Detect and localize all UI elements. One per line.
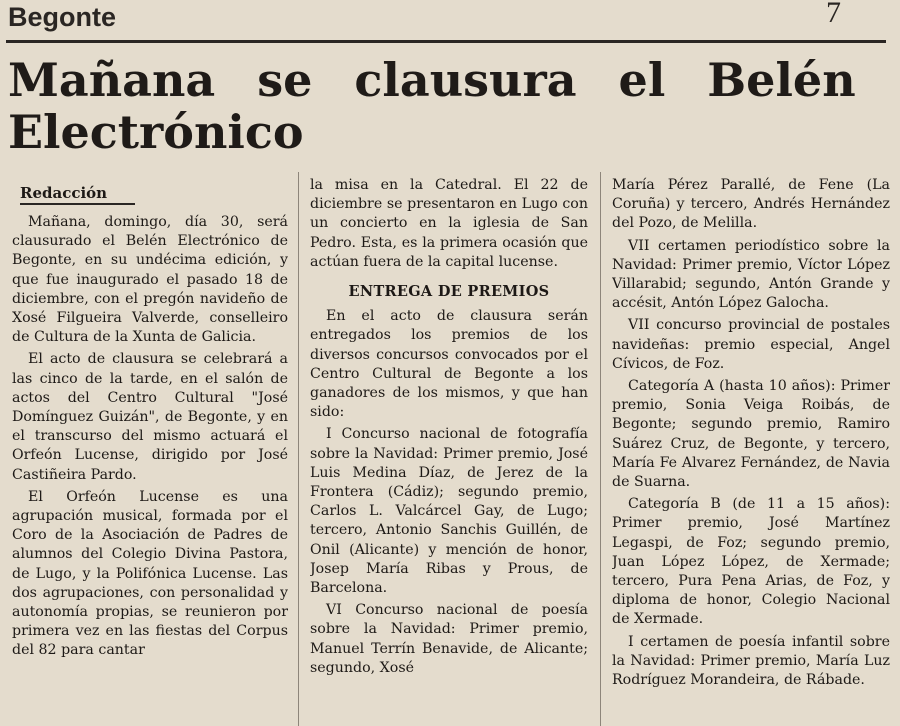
col3-paragraph-5: Categoría B (de 11 a 15 años): Primer premio, José Martínez Legaspi, de Foz; segundo premio, Juan López López, de Xermade; tercero, Pura Pena Arias, de Foz, y diploma de honor, Colegio Nacional de Xermade.: [612, 496, 890, 628]
section-rule: [6, 40, 886, 43]
col1-paragraph-1: Mañana, domingo, día 30, será clausurado el Belén Electrónico de Begonte, en su undécima edición, y que fue inaugurado el pasado 18 de diciembre, con el pregón navideño de Xosé Filgueira Valverde, conselleiro de Cultura de la Xunta de Galicia.: [12, 214, 288, 346]
section-label: Begonte: [8, 2, 116, 32]
col3-paragraph-3: VII concurso provincial de postales navideñas: premio especial, Angel Cívicos, de Foz.: [612, 317, 890, 372]
headline-line-1: Mañana se clausura el Belén: [8, 53, 856, 107]
col2-paragraph-2: En el acto de clausura serán entregados los premios de los diversos concursos convocados por el Centro Cultural de Begonte a los ganadores de los mismos, y que han sido:: [310, 308, 588, 421]
col2-paragraph-3: I Concurso nacional de fotografía sobre la Navidad: Primer premio, José Luis Medina Díaz, de Jerez de la Frontera (Cádiz); segundo premio, Carlos L. Valcárcel Gay, de Lugo; tercero, Antonio Sanchis Guillén, de Onil (Alicante) y mención de honor, Josep María Ribas y Prous, de Barcelona.: [310, 426, 588, 597]
col3-paragraph-4: Categoría A (hasta 10 años): Primer premio, Sonia Veiga Roibás, de Begonte; segundo premio, Ramiro Suárez Cruz, de Begonte, y tercero, María Fe Alvarez Fernández, de Navia de Suarna.: [612, 378, 890, 491]
column-divider-1: [298, 172, 299, 726]
column-divider-2: [600, 172, 601, 726]
subheading-premios: ENTREGA DE PREMIOS: [348, 283, 550, 301]
article-headline: [8, 54, 888, 158]
col1-paragraph-3: El Orfeón Lucense es una agrupación musical, formada por el Coro de la Asociación de Padres de alumnos del Colegio Divina Pastora, de Lugo, y la Polifónica Lucense. Las dos agrupaciones, con personalidad y autonomía propias, se reunieron por primera vez en las fiestas del Corpus del 82 para cantar: [12, 488, 288, 659]
byline: Redacción: [20, 184, 135, 205]
col3-paragraph-1: María Pérez Parallé, de Fene (La Coruña) y tercero, Andrés Hernández del Pozo, de Melilla.: [612, 177, 890, 232]
article-column-3: [612, 176, 890, 726]
headline-line-2: Electrónico: [8, 105, 304, 159]
page-corner-mark: 7: [826, 0, 841, 29]
article-column-2: [310, 176, 588, 726]
col1-paragraph-2: El acto de clausura se celebrará a las cinco de la tarde, en el salón de actos del Centro Cultural "José Domínguez Guizán", de Begonte, y en el transcurso del mismo actuará el Orfeón Lucense, dirigido por José Castiñeira Pardo.: [12, 351, 288, 483]
col2-paragraph-4: VI Concurso nacional de poesía sobre la Navidad: Primer premio, Manuel Terrín Benavide, de Alicante; segundo, Xosé: [310, 602, 588, 676]
col2-paragraph-1: la misa en la Catedral. El 22 de diciembre se presentaron en Lugo con un concierto en la iglesia de San Pedro. Esta, es la primera ocasión que actúan fuera de la capital lucense.: [310, 177, 588, 270]
col3-paragraph-2: VII certamen periodístico sobre la Navidad: Primer premio, Víctor López Villarabid; segundo, Antón Grande y accésit, Antón López Galocha.: [612, 237, 890, 312]
col3-paragraph-6: I certamen de poesía infantil sobre la Navidad: Primer premio, María Luz Rodríguez Morandeira, de Rábade.: [612, 633, 890, 689]
article-column-1: [12, 176, 288, 726]
